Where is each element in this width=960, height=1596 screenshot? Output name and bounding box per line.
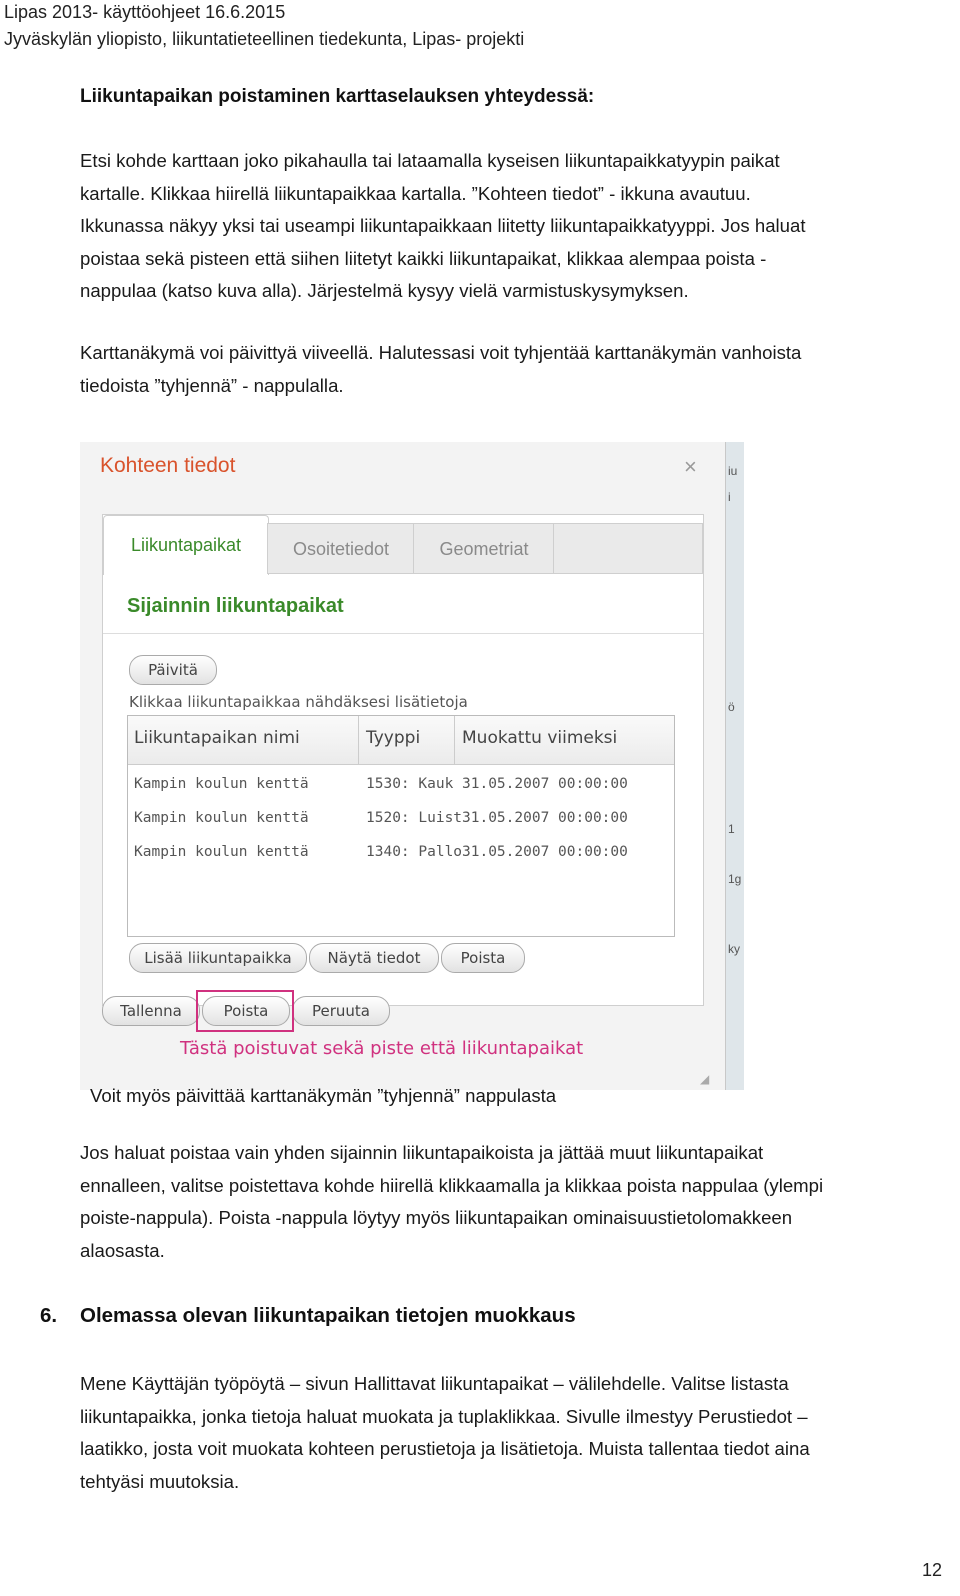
cell-name: Kampin koulun kenttä (134, 810, 309, 826)
text-line: kartalle. Klikkaa hiirellä liikuntapaikkaa kartalla. ”Kohteen tiedot” - ikkuna avautuu. (80, 182, 751, 204)
delete-annotation: Tästä poistuvat sekä piste että liikuntapaikat (180, 1038, 584, 1059)
tab-divider (267, 573, 703, 574)
section-heading: Liikuntapaikan poistaminen karttaselauksen yhteydessä: (80, 86, 595, 107)
section-divider (103, 633, 703, 634)
column-header-type[interactable]: Tyyppi (366, 728, 421, 748)
cancel-button[interactable]: Peruuta (292, 996, 390, 1026)
text-line: Mene Käyttäjän työpöytä – sivun Hallittavat liikuntapaikat – välilehdelle. Valitse listasta (80, 1373, 789, 1394)
cell-modified: 31.05.2007 00:00:00 (462, 776, 628, 792)
map-label-fragment: ö (728, 700, 735, 714)
tab-bar (103, 515, 703, 573)
cell-type: 1530: Kauk (366, 776, 454, 792)
text-line: Ikkunassa näkyy yksi tai useampi liikuntapaikkaan liitetty liikuntapaikkatyyppi. Jos haluat (80, 215, 806, 236)
paragraph-single-delete (80, 1137, 823, 1267)
resize-handle-icon[interactable]: ◢ (700, 1072, 710, 1086)
map-label-fragment: ky (728, 942, 740, 956)
text-line: laatikko, josta voit muokata kohteen perustietoja ja lisätietoja. Muista tallentaa tiedot aina (80, 1438, 810, 1459)
cell-name: Kampin koulun kenttä (134, 776, 309, 792)
figure-caption: Voit myös päivittää karttanäkymän ”tyhjennä” nappulasta (90, 1085, 557, 1106)
add-facility-button[interactable]: Lisää liikuntapaikka (129, 943, 307, 973)
table-header (128, 716, 674, 765)
map-label-fragment: i (728, 490, 731, 504)
cell-type: 1520: Luist (366, 810, 463, 826)
delete-highlight-box (196, 990, 294, 1032)
text-line: poiste-nappula). Poista -nappula löytyy myös liikuntapaikan ominaisuustietolomakkeen (80, 1207, 793, 1228)
close-icon[interactable]: × (684, 454, 697, 479)
text-line: Karttanäkymä voi päivittyä viiveellä. Halutessasi voit tyhjentää karttanäkymän vanhoista (80, 342, 802, 363)
show-details-button[interactable]: Näytä tiedot (309, 943, 439, 973)
page-number: 12 (921, 1560, 942, 1580)
text-line: poistaa sekä pisteen että siihen liitetyt kaikki liikuntapaikat, klikkaa alempaa poista - (80, 247, 767, 269)
sports-facilities-table (127, 715, 675, 937)
delete-facility-button[interactable]: Poista (441, 943, 525, 973)
cell-type: 1340: Pallo (366, 844, 463, 860)
tab-empty (553, 523, 703, 574)
column-header-modified[interactable]: Muokattu viimeksi (462, 728, 618, 748)
map-background-strip (725, 442, 744, 1090)
column-divider (358, 716, 359, 764)
table-row[interactable] (128, 768, 674, 802)
table-row[interactable] (128, 802, 674, 836)
map-label-fragment: 1 (728, 822, 735, 836)
column-header-name[interactable]: Liikuntapaikan nimi (134, 728, 300, 748)
paragraph-instructions (80, 145, 806, 308)
window-title: Kohteen tiedot (100, 454, 236, 477)
document-header-title: Lipas 2013- käyttöohjeet 16.6.2015 (4, 2, 286, 22)
text-line: alaosasta. (80, 1239, 165, 1261)
column-divider (454, 716, 455, 764)
section-title-6: Olemassa olevan liikuntapaikan tietojen muokkaus (80, 1304, 576, 1327)
paragraph-map-refresh (80, 337, 801, 402)
text-line: Etsi kohde karttaan joko pikahaulla tai lataamalla kyseisen liikuntapaikkatyypin paikat (80, 150, 780, 171)
cell-name: Kampin koulun kenttä (134, 844, 309, 860)
kohteen-tiedot-screenshot (80, 442, 744, 1090)
save-button[interactable]: Tallenna (102, 996, 200, 1026)
text-line: tehtyäsi muutoksia. (80, 1470, 240, 1492)
map-label-fragment: 1g (728, 872, 742, 886)
table-row[interactable] (128, 836, 674, 870)
tab-liikuntapaikat[interactable]: Liikuntapaikat (103, 515, 269, 575)
text-line: Jos haluat poistaa vain yhden sijainnin liikuntapaikoista ja jättää muut liikuntapaikat (80, 1142, 764, 1163)
delete-location-button[interactable]: Poista (202, 996, 290, 1026)
details-panel (102, 514, 704, 1006)
cell-modified: 31.05.2007 00:00:00 (462, 810, 628, 826)
tab-osoitetiedot[interactable]: Osoitetiedot (267, 523, 415, 574)
text-line: nappulaa (katso kuva alla). Järjestelmä kysyy vielä varmistuskysymyksen. (80, 280, 689, 301)
text-line: tiedoista ”tyhjennä” - nappulalla. (80, 374, 344, 396)
text-line: ennalleen, valitse poistettava kohde hiirellä klikkaamalla ja klikkaa poista nappulaa (ylempi (80, 1174, 824, 1196)
refresh-button[interactable]: Päivitä (129, 655, 217, 685)
map-label-fragment: iu (728, 464, 738, 478)
grid-hint: Klikkaa liikuntapaikkaa nähdäksesi lisätietoja (129, 693, 468, 711)
document-header-subtitle: Jyväskylän yliopisto, liikuntatieteellinen tiedekunta, Lipas- projekti (4, 29, 525, 49)
section-number: 6. (40, 1304, 58, 1327)
cell-modified: 31.05.2007 00:00:00 (462, 844, 628, 860)
text-line: liikuntapaikka, jonka tietoja haluat muokata ja tuplaklikkaa. Sivulle ilmestyy Perustiedot – (80, 1405, 808, 1427)
section-title: Sijainnin liikuntapaikat (127, 595, 344, 617)
paragraph-edit-facility (80, 1368, 810, 1498)
tab-geometriat[interactable]: Geometriat (413, 523, 555, 574)
